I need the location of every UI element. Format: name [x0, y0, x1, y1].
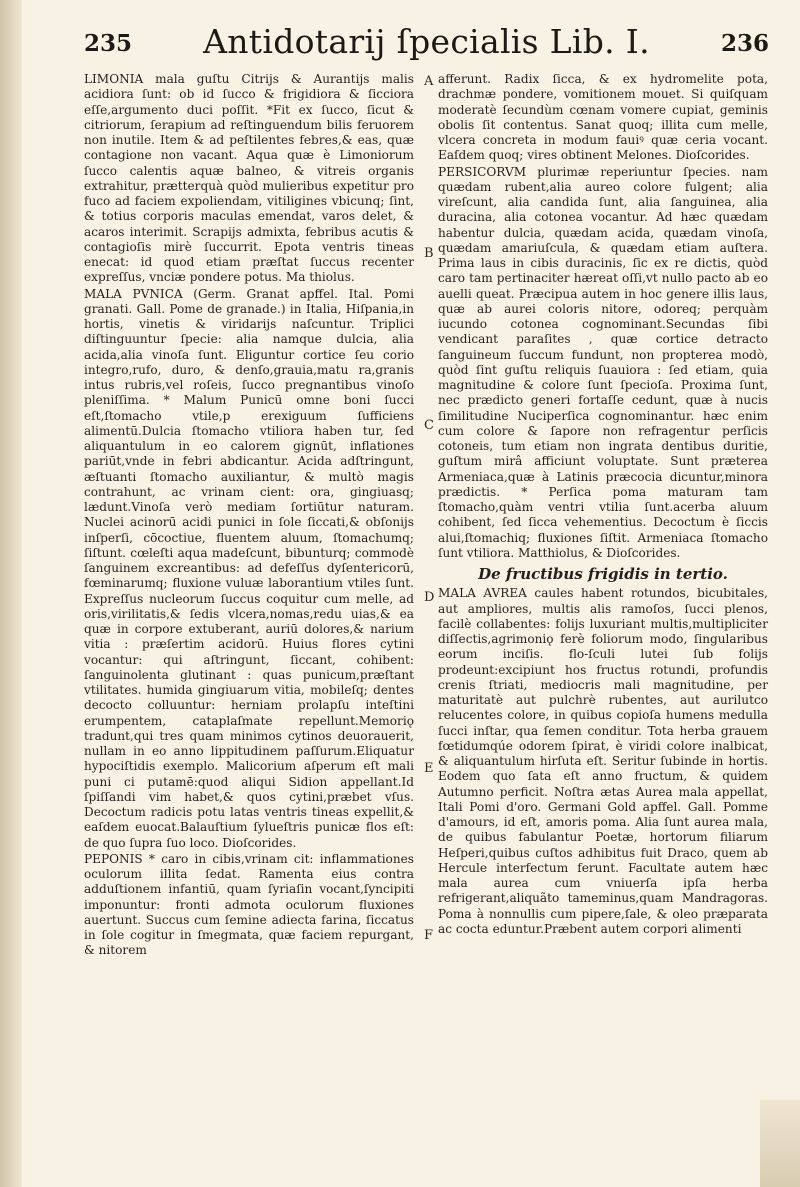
paragraph-mala-aurea: MALA AVREA caules habent rotundos, bicubitales, aut ampliores, multis alis ramoſos, ſucci plenos, facilè collabentes: folijs luxuriant multis,multipliciter diſſectis,agrimoniǫ ferè foliorum modo, ſingularibus eorum inciſis. flo-ſculi lutei ſub folijs prodeunt:excipiunt hos fructus rotundi, profundis crenis ſtriati, mediocris mali magnitudine, per maturitatè aut pulchrè rubentes, aut aurilutco relucentes colore, in quibus copioſa humens medulla ſucci inſtar, qua ſemen conditur. Tota herba grauem fœtidumqúe odorem ſpirat, è viridi colore inalbicat, & aliquantulum hirſuta eſt. Seritur ſubinde in hortis. Eodem quo ſata eſt anno fructum, & quidem Autumno perficit. Noſtra ætas Aurea mala appellat, Itali Pomi d'oro. Germani Gold apffel. Gall. Pomme d'amours, id eſt, amoris poma. Alia ſunt aurea mala, de quibus fabulantur Poetæ, hortorum filiarum Heſperi,quibus cuſtos adhibitus fuit Draco, quem ab Hercule interfectum ferunt. Facultate autem hæc mala aurea cum vniuerſa ipſa herba refrigerant,aliquãto tameminus,quam Mandragoras. Poma à nonnullis cum pipere,ſale, & oleo præparata ac cocta eduntur.Præbent autem corpori alimenti — [438, 586, 768, 936]
page-gutter-edge — [0, 0, 22, 1187]
text-column-right — [438, 72, 768, 938]
page-number-left: 235 — [84, 30, 133, 57]
running-header — [84, 22, 769, 68]
text-column-left — [84, 72, 414, 960]
paragraph-persicorum: PERSICORVM plurimæ reperiuntur ſpecies. nam quædam rubent,alia aureo colore fulgent; alia vireſcunt, alia candida ſunt, alia ſanguinea, alia duracina, alia cotonea vocantur. Ad hæc quædam habentur dulcia, quædam acida, quædam vinoſa, quædam amariuſcula, & quædam etiam auſtera. Prima laus in cibis duracinis, ſic ex re dictis, quòd caro tam pertinaciter hæreat oſſi,vt nullo pacto ab eo auelli queat. Præcipua autem in hoc genere illis laus, quæ ab aurei coloris nitore, odoreq; perquàm iucundo cotonea cognominant.Secundas ſibi vendicant paraſites , quæ cortice detracto ſanguineum ſuccum fundunt, non propterea modò, quòd ſint guſtu reliquis ſuauiora : ſed etiam, quia magnitudine & colore ſunt ſpecioſa. Proxima ſunt, nec prædicto generi fortaſſe cedunt, quæ à nucis ſimilitudine Nuciperſica cognominantur. hæc enim cum colore & ſapore non refragentur perſicis cotoneis, tum etiam non ingrata dentibus duritie, guſtum mirâ afficiunt voluptate. Sunt præterea Armeniaca,quæ à Latinis præcocia dicuntur,minora prædictis. * Perſica poma maturam tam ſtomacho,quàm ventri vtilia ſunt.acerba aluum cohibent, ſed ſicca vehementius. Decoctum è ſiccis alui,ſtomachiq; fluxiones ſiſtit. Armeniaca ſtomacho ſunt vtiliora. Matthiolus, & Dioſcorides. — [438, 164, 768, 560]
paragraph-radix: afferunt. Radix ſicca, & ex hydromelite pota, drachmæ pondere, vomitionem mouet. Si quiſquam moderatè ſecundùm cœnam vomere cupiat, geminis obolis ſit contentus. Sanat quoq; illita cum melle, vlcera concreta in modum fauiꝰ quæ ceria vocant. Eaſdem quoq; vires obtinent Melones. Dioſcorides. — [438, 72, 768, 163]
section-heading: De fructibus frigidis in tertio. — [478, 565, 728, 583]
page-number-right: 236 — [720, 30, 769, 57]
paragraph-limonia: LIMONIA mala guſtu Citrijs & Aurantijs malis acidiora ſunt: ob id ſucco & frigidiora & ſicciora eſſe,argumento duci poſſit. *Fit ex ſucco, ſicut & citriorum, ſerapium ad reſtinguendum bilis feruorem non inutile. Item & ad peſtilentes febres,& eas, quæ contagione non vacant. Aqua quæ è Limoniorum ſucco calentis aquæ balneo, & vitreis organis extrahitur, prætterquà quòd mulieribus expetitur pro fuco ad faciem expoliendam, vitiligines vbicunq; ſint, & totius corporis maculas emendat, varos delet, & acaros interimit. Scrapijs admixta, febribus acutis & contagioſis mirè ſuccurrit. Epota ventris tineas enecat: id quod etiam præſtat ſuccus recenter expreſſus, vnciæ pondere potus. Ma thiolus. — [84, 72, 414, 285]
paragraph-peponis: PEPONIS * caro in cibis,vrinam cit: inflammationes oculorum illita ſedat. Ramenta eius contra adduſtionem infantiū, quam ſyriaſin vocant,ſyncipiti imponuntur: fronti admota oculorum fluxiones auertunt. Succus cum ſemine adiecta farina, ſiccatus in ſole cogitur in ſmegmata, quæ faciem repurgant, & nitorem — [84, 851, 414, 958]
page-corner-shadow — [760, 1100, 800, 1187]
margin-letter-e: E — [424, 761, 434, 776]
running-title: Antidotarij ſpecialis Lib. I. — [203, 22, 650, 61]
margin-letter-c: C — [424, 418, 434, 433]
margin-letter-a: A — [424, 74, 434, 89]
margin-letter-d: D — [424, 590, 435, 605]
margin-letter-f: F — [424, 928, 434, 943]
margin-letter-b: B — [424, 246, 434, 261]
paragraph-mala-punica: MALA PVNICA (Germ. Granat apffel. Ital. Pomi granati. Gall. Pome de granade.) in Italia, Hiſpania,in hortis, vinetis & viridarijs naſcuntur. Triplici diſtinguuntur ſpecie: alia namque dulcia, alia acida,alia vinoſa ſunt. Eliguntur cortice ſeu corio integro,rufo, duro, & denſo,grauia,matu ra,granis intus rubris,vel roſeis, ſucco pregnantibus vinoſo pleniſſima. * Malum Punicū omne boni ſucci eſt,ſtomacho vtile,p erexiguum ſufficiens alimentū.Dulcia ſtomacho vtiliora haben tur, ſed aliquantulum in eo calorem gignūt, inflationes pariūt,vnde in febri abdicantur. Acida adſtringunt, æſtuanti ſtomacho auxiliantur, & multò magis contrahunt, ac vrinam cient: ora, gingiuasq; lædunt.Vinoſa verò mediam ſortiūtur naturam. Nuclei acinorū acidi punici in ſole ſiccati,& obſonijs inſperſi, cōcoctiue, fluentem aluum, ſtomachumq; ſiſtunt. cœleſti aqua madeſcunt, bibunturq; commodè ſanguinem excreantibus: ad defeſſus dyſentericorū, fœminarumq; fluxione vuluæ laborantium vtiles ſunt. Expreſſus nucleorum ſuccus coquitur cum melle, ad oris,virilitatis,& ſedis vlcera,nomas,redu uias,& ea quæ in corpore extuberant, auriū dolores,& narium vitia : præſertim acidorū. Huius flores cytini vocantur: qui aſtringunt, ſiccant, cohibent: ſanguinolenta glutinant : quas punicum,præſtant vtilitates. humida gingiuarum vitia, mobileſq; dentes decocto colluuntur: herniam prolapſu inteſtini erumpentem, cataplaſmate repellunt.Memoriǫ tradunt,qui tres quam minimos cytinos deuorauerit, nullam in eo anno lippitudinem paſſurum.Eliquatur hypociſtidis exemplo. Malicorium aſperum eſt mali puni ci putamē:quod aliqui Sidion appellant.Id ſpiſſandi vim habet,& quos cytini,præbet vſus. Decoctum radicis potu latas ventris tineas expellit,& eaſdem euocat.Balauſtium ſylueſtris punicæ flos eſt: de quo ſupra ſuo loco. Dioſcorides. — [84, 286, 414, 850]
